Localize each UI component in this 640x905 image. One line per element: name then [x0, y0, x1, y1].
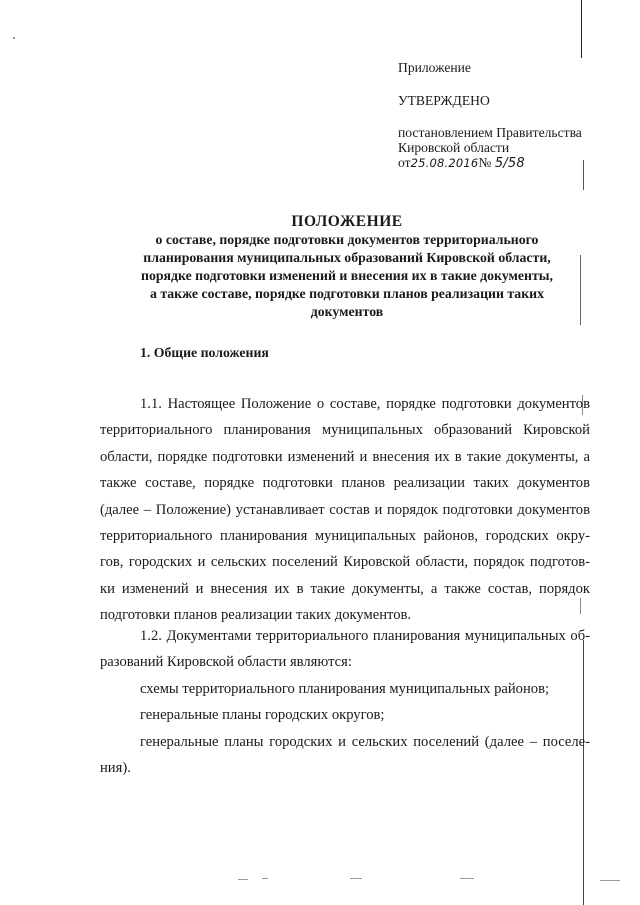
approval-date-number	[398, 155, 628, 171]
document-subtitle-line: о составе, порядке подготовки документов территориального	[155, 232, 539, 247]
section-heading: 1. Общие положения	[140, 345, 269, 360]
paragraph-line: (далее – Положение) устанавливает состав и порядок подготовки документов	[100, 501, 590, 518]
handwritten-number: 5/58	[494, 156, 525, 171]
scan-noise	[262, 878, 268, 879]
document-subtitle-line: документов	[310, 304, 384, 319]
paragraph-line: подготовки планов реализации таких документов.	[100, 607, 412, 624]
paragraph-line: 1.2. Документами территориального планирования муниципальных об-	[140, 628, 590, 644]
scan-noise	[460, 878, 474, 879]
approved-stamp-text: УТВЕРЖДЕНО	[398, 93, 490, 108]
paragraph-line: области, порядке подготовки изменений и внесения их в такие документы, а	[100, 448, 590, 465]
list-item: генеральные планы городских и сельских поселений (далее – поселе-	[140, 733, 590, 750]
scan-speck	[13, 37, 15, 39]
document-title-block	[100, 212, 594, 321]
document-subtitle-line: порядке подготовки изменений и внесения их в такие документы,	[141, 268, 553, 283]
paragraph-1-2	[100, 623, 590, 676]
scan-noise	[600, 880, 620, 881]
scan-noise	[238, 879, 248, 880]
paragraph-line: разований Кировской области являются:	[100, 654, 352, 671]
document-subtitle-line: планирования муниципальных образований Кировской области,	[143, 250, 551, 265]
paragraph-line: ки изменений и внесения их в такие документы, а также состав, порядок	[100, 580, 590, 597]
document-title: ПОЛОЖЕНИЕ	[291, 213, 403, 230]
list-item-continuation: ния).	[100, 760, 131, 777]
list-item: схемы территориального планирования муниципальных районов;	[140, 681, 550, 697]
paragraph-line: также составе, порядке подготовки планов реализации таких документов	[100, 475, 590, 492]
document-types-list	[100, 676, 590, 782]
document-subtitle-line: а также составе, порядке подготовки планов реализации таких	[149, 286, 545, 301]
number-prefix: №	[478, 155, 492, 170]
list-item: генеральные планы городских округов;	[140, 707, 385, 724]
approval-authority-line2: Кировской области	[398, 140, 510, 155]
approval-block	[398, 60, 628, 171]
paragraph-line: территориального планирования муниципальных образований Кировской	[100, 422, 590, 439]
scan-noise	[350, 878, 362, 879]
handwritten-date: 25.08.2016	[410, 156, 479, 170]
date-prefix: от	[398, 155, 411, 170]
approval-authority-line1: постановлением Правительства	[398, 125, 582, 140]
paragraph-1-1	[100, 391, 590, 629]
appendix-label: Приложение	[398, 60, 471, 75]
scan-edge-line	[581, 0, 582, 58]
paragraph-line: территориального планирования муниципальных районов, городских окру-	[100, 528, 590, 545]
paragraph-line: 1.1. Настоящее Положение о составе, порядке подготовки документов	[140, 396, 590, 412]
paragraph-line: гов, городских и сельских поселений Кировской области, порядок подготов-	[100, 554, 590, 571]
